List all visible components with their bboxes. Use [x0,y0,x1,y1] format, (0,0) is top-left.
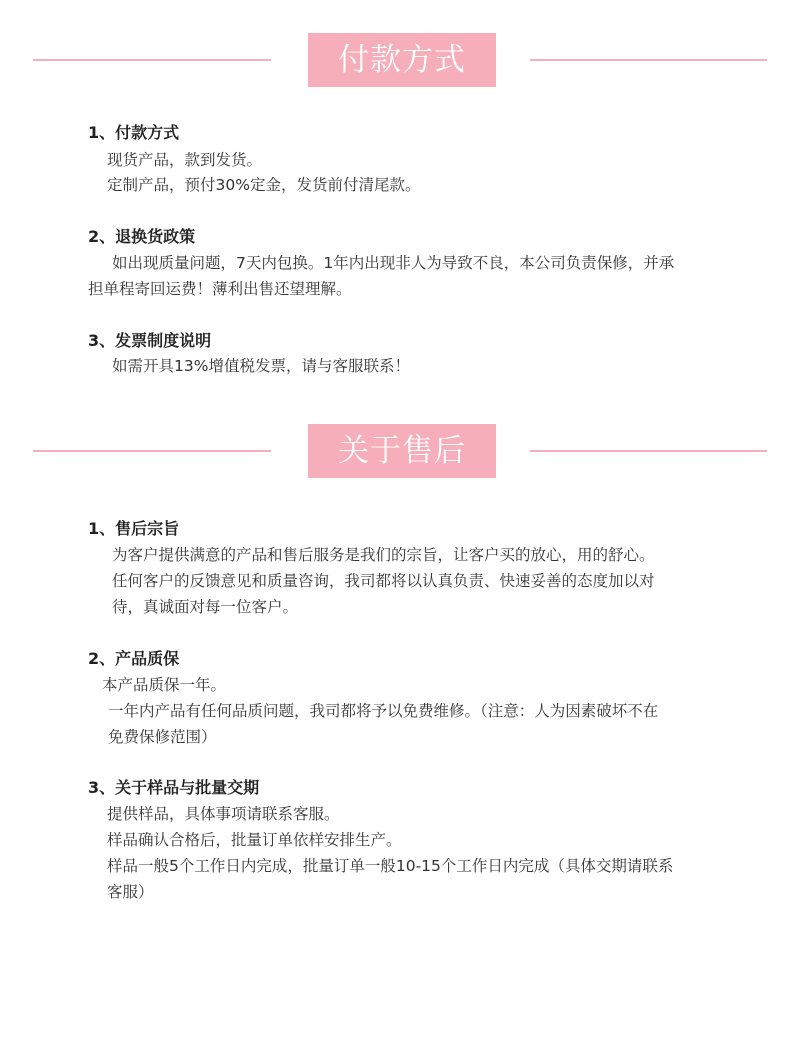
section-heading-invoice: 3、发票制度说明 [88,331,212,350]
section-text-line: 定制产品，预付30%定金，发货前付清尾款。 [107,176,421,194]
banner-divider-right [530,59,767,61]
aftersale-banner [0,424,800,478]
section-heading-service-purpose: 1、售后宗旨 [88,519,180,538]
section-text-line: 为客户提供满意的产品和售后服务是我们的宗旨，让客户买的放心，用的舒心。 [112,546,655,564]
section-text-line: 客服） [107,883,154,901]
section-text-line: 现货产品，款到发货。 [107,151,263,169]
section-text-line: 一年内产品有任何品质问题，我司都将予以免费维修。（注意：人为因素破坏不在 [108,702,659,720]
section-heading-samples-delivery: 3、关于样品与批量交期 [88,778,260,797]
section-text-line: 样品确认合格后，批量订单依样安排生产。 [107,831,402,849]
section-text-line: 免费保修范围） [108,728,217,746]
payment-banner-title: 付款方式 [308,33,496,87]
banner-divider-right [530,450,767,452]
section-heading-return-policy: 2、退换货政策 [88,227,196,246]
section-text-line: 担单程寄回运费！薄利出售还望理解。 [88,280,352,298]
section-text-line: 任何客户的反馈意见和质量咨询，我司都将以认真负责、快速妥善的态度加以对 [112,572,655,590]
payment-banner [0,33,800,87]
banner-divider-left [33,450,271,452]
banner-divider-left [33,59,271,61]
section-text-line: 样品一般5个工作日内完成，批量订单一般10-15个工作日内完成（具体交期请联系 [107,857,674,875]
section-heading-warranty: 2、产品质保 [88,649,180,668]
section-text-line: 本产品质保一年。 [102,676,227,694]
section-heading-payment-method: 1、付款方式 [88,123,180,142]
section-text-line: 提供样品，具体事项请联系客服。 [107,805,340,823]
aftersale-banner-title: 关于售后 [308,424,496,478]
section-text-line: 如需开具13%增值税发票，请与客服联系！ [112,357,410,375]
section-text-line: 如出现质量问题，7天内包换。1年内出现非人为导致不良，本公司负责保修，并承 [112,254,675,272]
section-text-line: 待，真诚面对每一位客户。 [112,598,299,616]
